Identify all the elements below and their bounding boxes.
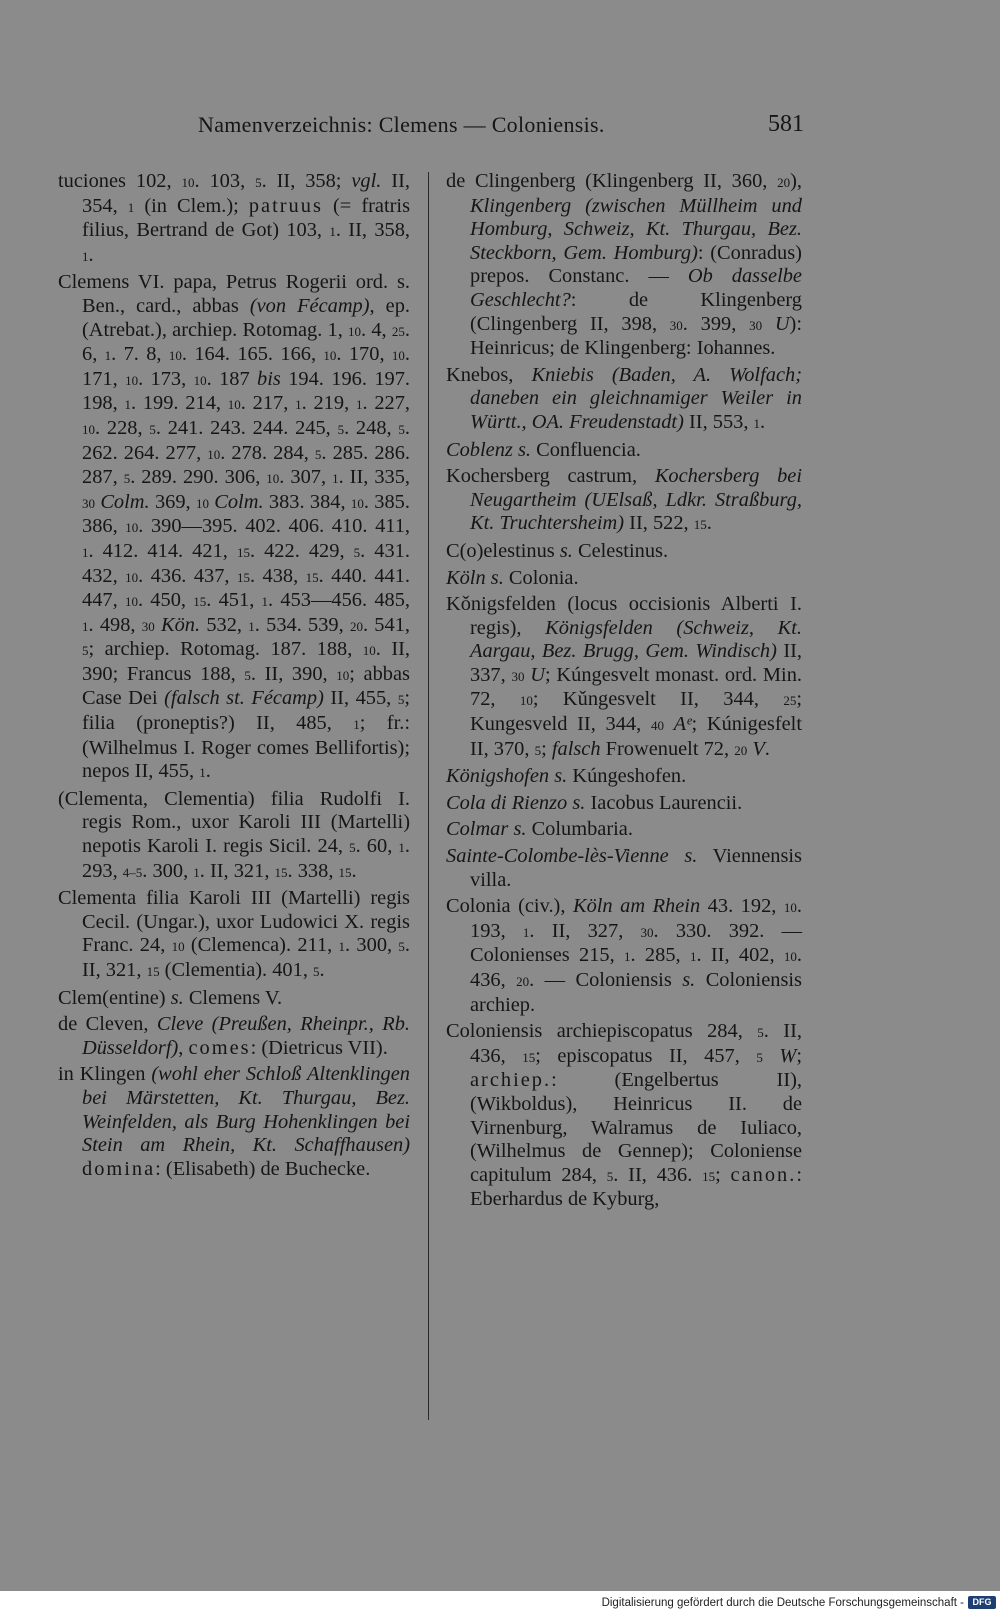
- entry-text: . 278. 284,: [220, 441, 315, 464]
- line-ref: 15: [522, 1049, 536, 1065]
- line-ref: 1: [522, 924, 530, 940]
- entry-text: Kochersberg castrum,: [446, 465, 655, 488]
- index-entry: [446, 540, 802, 564]
- entry-text: (falsch st. Fécamp): [164, 687, 324, 710]
- entry-text: de Clingenberg (Klingenberg II, 360,: [446, 170, 778, 192]
- line-ref: 20: [777, 175, 791, 190]
- entry-text: (Clementa, Clementia) filia Rudolfi I. regis Rom., uxor Karoli III (Martelli) nepotis Karoli I. regis Sicil. 24,: [58, 787, 410, 858]
- index-entry: [58, 271, 410, 784]
- line-ref: 10: [350, 495, 364, 511]
- entry-text: [669, 845, 685, 867]
- index-entry: [446, 593, 802, 762]
- entry-text: . 262. 264. 277,: [82, 416, 411, 464]
- line-ref: 15: [305, 569, 319, 585]
- entry-text: . 534. 539,: [254, 613, 350, 636]
- entry-text: ;: [541, 737, 552, 760]
- line-ref: 30: [511, 668, 525, 684]
- line-ref: 1: [624, 949, 631, 965]
- line-ref: 30: [141, 618, 155, 634]
- entry-text: Frowenuelt 72,: [600, 737, 735, 760]
- line-ref: 10: [82, 421, 95, 437]
- line-ref: 30: [749, 317, 763, 333]
- line-ref: 10: [125, 569, 139, 585]
- entry-text: in Klingen: [58, 1063, 152, 1086]
- column-divider: [428, 172, 429, 1420]
- entry-text: : (Engelbertus II), (Wikboldus), Heinricus II. de Virnenburg, Walramus de Iuliaco, (Wilhelmus de Gennep); Coloniense capitulum 284,: [470, 1069, 802, 1186]
- line-ref: 5: [398, 421, 405, 437]
- index-entry: [446, 765, 802, 789]
- entry-text: Cola di Rienzo: [446, 791, 568, 814]
- line-ref: 5: [534, 742, 542, 758]
- entry-text: .: [88, 243, 94, 266]
- entry-text: Königsfelden (Schweiz, Kt. Aargau, Bez. Brugg, Gem. Windisch): [470, 616, 803, 663]
- index-entry: [446, 465, 802, 537]
- entry-text: C(o)elestinus: [446, 539, 560, 562]
- entry-text: . II, 358,: [335, 219, 410, 242]
- entry-text: ; Kungesveld II, 344,: [470, 688, 802, 736]
- entry-text: . 193,: [470, 895, 802, 942]
- index-entry: [446, 567, 802, 591]
- entry-text: . II, 390; Francus 188,: [82, 638, 410, 685]
- entry-text: s.: [513, 818, 527, 841]
- entry-text: (in Clem.);: [134, 194, 249, 217]
- line-ref: 1: [338, 939, 346, 955]
- entry-text: U: [530, 663, 545, 686]
- entry-text: ; abbas Case Dei: [82, 662, 410, 710]
- entry-text: Colonia.: [503, 566, 579, 589]
- entry-text: : de Klingenberg (Clingenberg II, 398,: [470, 288, 802, 335]
- entry-text: . — Coloniensis: [529, 969, 683, 991]
- entry-text: comes: [188, 1036, 251, 1059]
- line-ref: 5: [349, 840, 356, 856]
- entry-text: . 187: [206, 367, 258, 390]
- entry-text: ; archiep. Rotomag. 187. 188,: [88, 638, 363, 661]
- line-ref: 40: [650, 718, 664, 734]
- line-ref: 10: [266, 471, 280, 487]
- line-ref: 1: [353, 717, 360, 733]
- entry-text: . 227,: [362, 392, 411, 415]
- entry-text: . II, 327,: [529, 919, 641, 942]
- line-ref: 5: [123, 471, 131, 487]
- line-ref: 30: [640, 924, 654, 940]
- entry-text: . II, 321,: [199, 859, 275, 882]
- line-ref: 15: [338, 864, 352, 880]
- entry-text: . 219,: [301, 392, 356, 415]
- entry-text: Kniebis (Baden, A. Wolfach; daneben ein gleichnamiger Weiler in Württ., OA. Freudenstadt): [470, 363, 802, 433]
- index-entry: [446, 895, 802, 1017]
- line-ref: 10: [323, 348, 337, 364]
- entry-text: . 4,: [361, 318, 392, 341]
- entry-text: Confluencia.: [531, 438, 641, 461]
- entry-text: . II, 436.: [613, 1163, 703, 1186]
- entry-text: . 498,: [88, 613, 142, 636]
- index-entry: [58, 788, 410, 884]
- footer-bar: [0, 1591, 1000, 1615]
- entry-text: U: [774, 312, 790, 335]
- entry-text: . 199. 214,: [130, 392, 228, 415]
- line-ref: 5: [244, 667, 251, 683]
- entry-text: : (Conradus) prepos. Constanc. —: [470, 241, 802, 288]
- line-ref: 5: [149, 421, 156, 437]
- entry-text: Viennensis villa.: [470, 845, 802, 891]
- entry-text: .: [760, 410, 766, 433]
- entry-text: s.: [517, 438, 531, 461]
- entry-text: s.: [170, 986, 184, 1009]
- line-ref: 4–5: [122, 864, 143, 880]
- entry-text: Sainte-Colombe-lès-Vienne: [446, 845, 669, 868]
- entry-text: Coloniensis archiep.: [470, 969, 802, 1016]
- line-ref: 15: [193, 594, 207, 610]
- left-column: [58, 170, 410, 1184]
- entry-text: . 164. 165. 166,: [181, 343, 324, 366]
- line-ref: 10: [391, 348, 405, 364]
- entry-text: domina: [82, 1157, 156, 1180]
- entry-text: . 217,: [240, 392, 296, 415]
- entry-text: ;: [796, 1044, 802, 1067]
- entry-text: . II, 402,: [696, 944, 784, 967]
- entry-text: . 173,: [138, 367, 194, 390]
- entry-text: ): Heinricus; de Klingenberg: Iohannes.: [470, 312, 803, 360]
- line-ref: 10: [195, 495, 209, 511]
- line-ref: 1: [332, 471, 339, 487]
- entry-text: Clem(entine): [58, 986, 171, 1009]
- entry-text: ; Kúngesvelt monast. ord. Min. 72,: [470, 663, 802, 711]
- line-ref: 15: [236, 569, 250, 585]
- entry-text: . II, 358;: [261, 170, 352, 192]
- entry-text: 383. 384,: [263, 490, 351, 513]
- entry-text: , ep. (Atrebat.), archiep. Rotomag. 1,: [82, 294, 410, 341]
- line-ref: 10: [181, 175, 195, 190]
- line-ref: 1: [261, 594, 269, 610]
- line-ref: 15: [693, 517, 707, 533]
- line-ref: 5: [397, 692, 405, 708]
- entry-text: ; episcopatus II, 457,: [535, 1044, 757, 1067]
- entry-text: Aᵉ: [673, 713, 692, 736]
- entry-text: . 285,: [630, 944, 690, 967]
- entry-text: falsch: [551, 737, 601, 760]
- index-entry: [446, 818, 802, 842]
- entry-text: . 7. 8,: [111, 343, 169, 366]
- entry-text: ; fr.: (Wilhelmus I. Roger comes Bellifortis); nepos II, 455,: [82, 712, 410, 783]
- entry-text: (von Fécamp): [249, 294, 370, 317]
- entry-text: .: [351, 859, 357, 882]
- entry-text: Cleve (Preußen, Rheinpr., Rb. Düsseldorf): [82, 1013, 410, 1059]
- entry-text: ; filia (proneptis?) II, 485,: [82, 687, 410, 735]
- entry-text: 532,: [200, 613, 249, 636]
- entry-text: s.: [684, 845, 698, 868]
- line-ref: 25: [391, 323, 405, 339]
- index-entry: [446, 792, 802, 816]
- index-entry: [446, 439, 802, 463]
- entry-text: Columbaria.: [526, 818, 633, 841]
- page-number: 581: [768, 111, 804, 137]
- entry-text: Königshofen: [446, 765, 550, 788]
- entry-text: : Eberhardus de Kyburg,: [470, 1163, 802, 1211]
- running-head: [198, 112, 804, 142]
- entry-text: s.: [682, 969, 696, 991]
- entry-text: . 248,: [344, 416, 399, 439]
- entry-text: ; Kúnigesfelt II, 370,: [470, 713, 803, 760]
- right-column: [446, 170, 802, 1215]
- entry-text: II, 337,: [470, 640, 802, 686]
- entry-text: . 60,: [355, 835, 399, 858]
- line-ref: 10: [348, 323, 362, 339]
- line-ref: 5: [398, 939, 405, 955]
- line-ref: 10: [336, 667, 350, 683]
- line-ref: 1: [124, 397, 131, 413]
- entry-text: bis: [257, 367, 281, 390]
- line-ref: 10: [124, 594, 138, 610]
- entry-text: Ob dasselbe Geschlecht?: [470, 265, 802, 311]
- line-ref: 10: [171, 939, 185, 955]
- entry-text: Kǒnigsfelden (locus occisionis Alberti I. regis),: [446, 593, 802, 639]
- entry-text: (wohl eher Schloß Altenklingen bei Märstetten, Kt. Thurgau, Bez. Weinfelden, als Burg Hohenklingen bei Stein am Rhein, Kt. Schaffhausen): [82, 1063, 410, 1157]
- line-ref: 1: [689, 949, 697, 965]
- line-ref: 20: [349, 618, 363, 634]
- entry-text: ;: [715, 1163, 731, 1186]
- entry-text: . 438,: [249, 564, 306, 587]
- entry-text: s.: [490, 566, 504, 589]
- line-ref: 1: [82, 248, 89, 264]
- entry-text: de Cleven,: [58, 1013, 157, 1036]
- entry-text: . 390—395. 402. 406. 410. 411,: [138, 515, 410, 538]
- entry-text: Colonia (civ.),: [446, 895, 573, 918]
- line-ref: 10: [227, 397, 241, 413]
- entry-text: . 300,: [142, 859, 194, 882]
- entry-text: . 228,: [95, 416, 150, 439]
- entry-text: (Clemenca). 211,: [184, 934, 339, 957]
- entry-text: ,: [178, 1036, 189, 1059]
- entry-text: . 293,: [82, 835, 411, 882]
- entry-text: 194. 196. 197. 198,: [82, 367, 410, 415]
- line-ref: 1: [248, 618, 255, 634]
- entry-text: canon.: [730, 1163, 797, 1186]
- entry-text: Kochersberg bei Neugartheim (UElsaß, Ldkr. Straßburg, Kt. Truchtersheim): [470, 465, 802, 535]
- line-ref: 1: [355, 397, 363, 413]
- entry-text: . 431. 432,: [82, 539, 410, 587]
- entry-text: .: [319, 959, 325, 981]
- entry-text: V: [752, 737, 765, 760]
- entry-text: . II, 436,: [470, 1020, 802, 1067]
- entry-text: (Clementia). 401,: [159, 959, 314, 981]
- entry-text: . 338,: [287, 859, 339, 882]
- entry-text: . 171,: [82, 343, 411, 390]
- line-ref: 10: [125, 372, 139, 388]
- entry-text: . II, 335,: [338, 466, 411, 489]
- footer-credit: Digitalisierung gefördert durch die Deutsche Forschungsgemeinschaft -: [601, 1597, 964, 1609]
- line-ref: 15: [236, 544, 250, 560]
- line-ref: 10: [519, 693, 533, 709]
- entry-text: s.: [559, 539, 573, 562]
- entry-text: [762, 313, 775, 335]
- entry-text: 43. 192,: [700, 895, 784, 918]
- line-ref: 1: [104, 348, 112, 364]
- line-ref: 10: [193, 372, 207, 388]
- entry-text: [664, 713, 674, 735]
- line-ref: 10: [783, 900, 797, 916]
- line-ref: 25: [783, 693, 797, 709]
- entry-text: . II, 390,: [250, 662, 337, 685]
- entry-text: Colmar: [446, 818, 509, 841]
- index-entry: [58, 1013, 410, 1060]
- line-ref: 20: [734, 742, 748, 758]
- entry-text: II, 553,: [683, 410, 754, 433]
- index-entry: [58, 1063, 410, 1181]
- line-ref: 10: [362, 643, 376, 659]
- line-ref: 5: [255, 175, 262, 190]
- index-entry: [58, 987, 410, 1011]
- entry-text: s.: [554, 765, 568, 788]
- index-entry: [446, 1020, 802, 1212]
- entry-text: . 399,: [682, 312, 750, 335]
- line-ref: 1: [82, 544, 89, 560]
- entry-text: . 300,: [345, 934, 399, 957]
- entry-text: . 241. 243. 244. 245,: [155, 416, 338, 439]
- line-ref: 30: [82, 495, 95, 511]
- entry-text: . 453—456. 485,: [268, 589, 411, 612]
- line-ref: 15: [274, 864, 288, 880]
- line-ref: 15: [146, 964, 160, 979]
- entry-text: Köln am Rhein: [572, 895, 701, 918]
- entry-text: : (Elisabeth) de Buchecke.: [155, 1157, 371, 1180]
- running-head-title: Namenverzeichnis: Clemens — Coloniensis.: [198, 112, 605, 137]
- entry-text: Kön.: [161, 613, 201, 636]
- line-ref: 5: [756, 1049, 763, 1065]
- entry-text: . 541,: [362, 613, 410, 636]
- line-ref: 5: [313, 964, 320, 979]
- entry-text: Iacobus Laurencii.: [585, 791, 743, 814]
- dfg-logo: DFG: [968, 1596, 996, 1609]
- entry-text: : (Dietricus VII).: [250, 1036, 388, 1059]
- entry-text: .: [764, 737, 770, 760]
- index-entry: [446, 845, 802, 892]
- entry-text: II, 522,: [624, 512, 694, 535]
- entry-text: Colm.: [214, 490, 264, 513]
- entry-text: . 103,: [194, 170, 256, 192]
- entry-text: . II, 321,: [82, 934, 410, 981]
- entry-text: . 422. 429,: [249, 539, 354, 562]
- index-entry: [58, 887, 410, 983]
- entry-text: Klingenberg (zwischen Müllheim und Homburg, Schweiz, Kt. Thurgau, Bez. Steckborn, Gem. Homburg): [470, 194, 802, 264]
- entry-text: II, 455,: [323, 687, 398, 710]
- line-ref: 30: [669, 317, 683, 333]
- entry-text: ),: [790, 170, 802, 192]
- line-ref: 5: [757, 1025, 764, 1041]
- entry-text: (= fratris filius, Bertrand de Got) 103,: [82, 194, 411, 242]
- line-ref: 1: [753, 415, 761, 431]
- entry-text: Coblenz: [446, 438, 513, 461]
- entry-text: II, 354,: [82, 170, 410, 217]
- entry-text: Celestinus.: [572, 539, 669, 562]
- entry-text: [763, 1045, 780, 1067]
- line-ref: 1: [199, 765, 206, 781]
- entry-text: . 170,: [336, 343, 392, 366]
- entry-text: 369,: [149, 490, 196, 513]
- entry-text: . 451,: [206, 589, 262, 612]
- entry-text: ; Kǔngesvelt II, 344,: [532, 688, 784, 711]
- entry-text: Clementa filia Karoli III (Martelli) regis Cecil. (Ungar.), uxor Ludowici X. regis Franc. 24,: [58, 887, 410, 957]
- entry-text: . 436,: [470, 944, 802, 991]
- line-ref: 15: [702, 1168, 716, 1184]
- line-ref: 10: [783, 949, 797, 965]
- entry-text: .: [706, 512, 712, 535]
- line-ref: 5: [606, 1168, 614, 1184]
- line-ref: 10: [207, 446, 221, 462]
- entry-text: . 450,: [137, 589, 194, 612]
- entry-text: archiep.: [470, 1069, 552, 1092]
- line-ref: 10: [168, 348, 182, 364]
- entry-text: Clemens VI. papa, Petrus Rogerii ord. s. Ben., card., abbas: [58, 271, 410, 317]
- line-ref: 1: [295, 397, 302, 413]
- entry-text: W: [779, 1044, 797, 1067]
- line-ref: 5: [353, 544, 361, 560]
- entry-text: . 330. 392. — Colonienses 215,: [470, 919, 803, 967]
- line-ref: 1: [127, 199, 135, 215]
- entry-text: . 436. 437,: [138, 564, 237, 587]
- line-ref: 1: [82, 618, 89, 634]
- entry-text: . 307,: [279, 466, 333, 489]
- line-ref: 5: [314, 446, 322, 462]
- line-ref: 20: [516, 974, 530, 989]
- line-ref: 5: [337, 421, 345, 437]
- entry-text: .: [205, 760, 211, 783]
- entry-text: vgl.: [351, 170, 382, 192]
- entry-text: tuciones 102,: [58, 170, 182, 192]
- line-ref: 1: [398, 840, 405, 856]
- index-entry: [446, 170, 802, 361]
- entry-text: . 285. 286. 287,: [82, 441, 410, 489]
- entry-text: . 289. 290. 306,: [130, 466, 267, 489]
- entry-text: patruus: [248, 194, 323, 217]
- line-ref: 1: [329, 224, 336, 240]
- entry-text: Coloniensis archiepiscopatus 284,: [446, 1020, 758, 1043]
- entry-text: . 385. 386,: [82, 490, 410, 538]
- entry-text: Köln: [446, 566, 486, 589]
- entry-text: Kúngeshofen.: [567, 765, 687, 788]
- entry-text: . 412. 414. 421,: [88, 539, 237, 562]
- index-entry: [58, 170, 410, 268]
- line-ref: 10: [125, 520, 139, 536]
- entry-text: s.: [572, 791, 586, 814]
- entry-text: Clemens V.: [183, 986, 283, 1009]
- entry-text: Colm.: [100, 490, 150, 513]
- entry-text: . 6,: [82, 318, 410, 366]
- entry-text: . 440. 441. 447,: [82, 564, 410, 612]
- entry-text: Knebos,: [446, 363, 532, 386]
- line-ref: 1: [193, 864, 200, 880]
- line-ref: 5: [82, 643, 89, 659]
- index-entry: [446, 364, 802, 436]
